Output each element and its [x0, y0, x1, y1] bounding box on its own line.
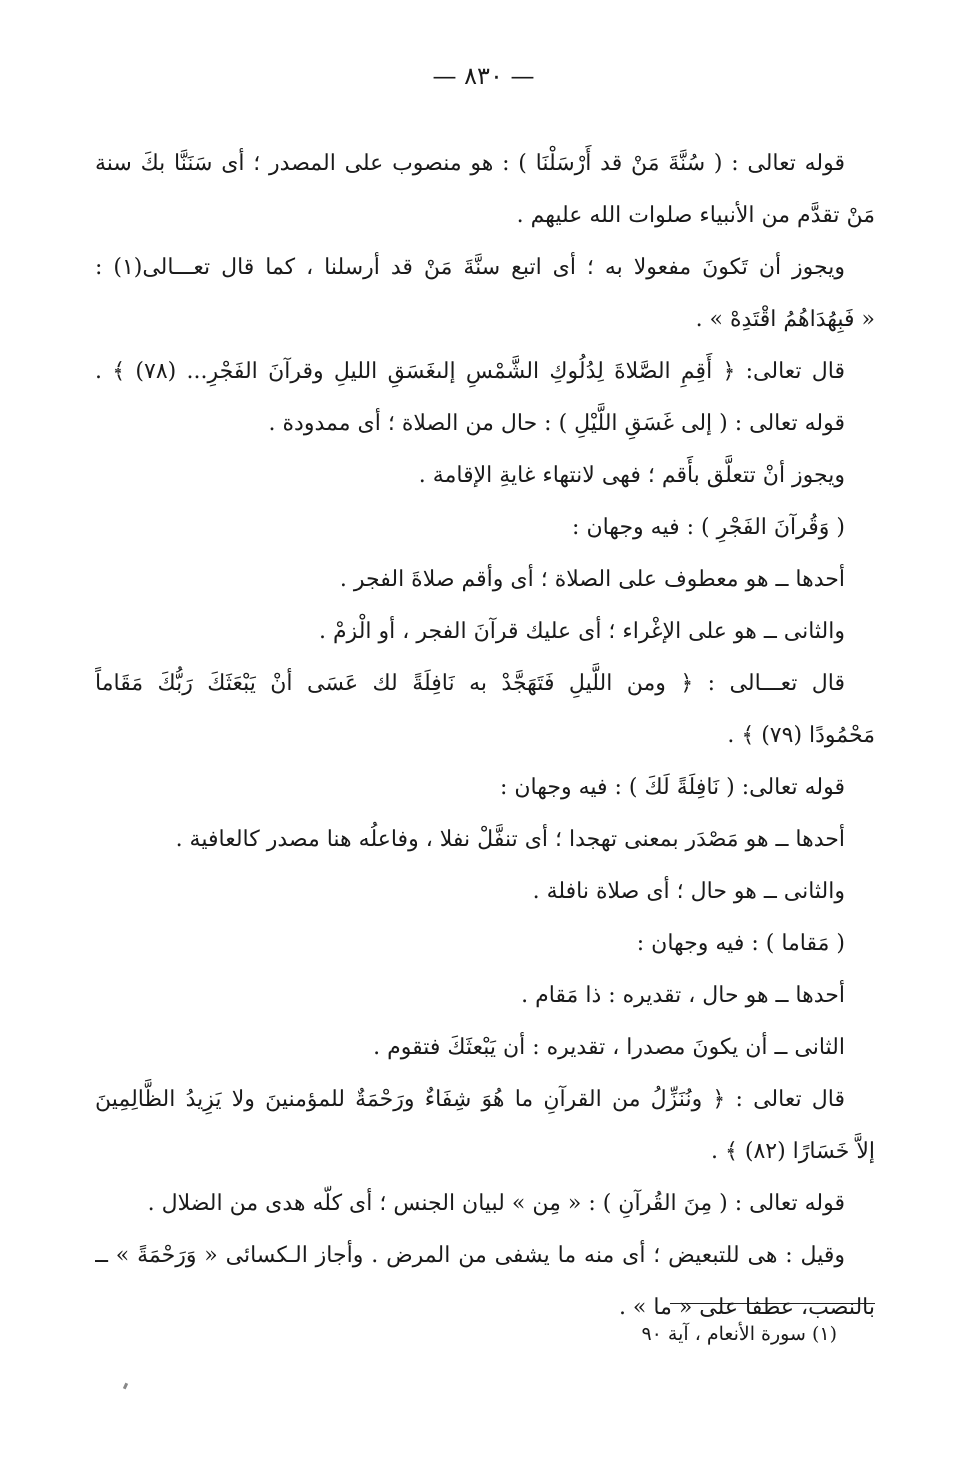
text-line: قال تعـــالى : ﴿ ومن اللَّيلِ فَتَهَجَّدْ به نَافِلَةً لك عَسَى أنْ يَبْعَثَكَ رَبُّكَ مَقَاماً — [95, 671, 845, 696]
text-line: قال تعالى: ﴿ أَقِمِ الصَّلاةَ لِدُلُوكِ الشَّمْسِ إلىغَسَقِ الليلِ وقرآنَ الفَجْرِ... (٧٨) ﴾ . — [95, 359, 846, 384]
text-line: قوله تعالى : ( سُنَّةَ مَنْ قد أَرْسَلْنَا ) : هو منصوب على المصدر ؛ أى سَنَنَّا بكَ سنة — [95, 151, 845, 176]
text-line: ويجوز أنْ تتعلَّق بأَقم ؛ فهى لانتهاء غايةِ الإقامة . — [418, 463, 845, 488]
text-line: مَحْمُودًا (٧٩) ﴾ . — [727, 723, 875, 748]
text-line: « فَبِهُدَاهُمُ اقْتَدِهْ » . — [695, 307, 875, 332]
text-line: إلاَّ خَسَارًا (٨٢) ﴾ . — [711, 1139, 875, 1164]
text-line: أحدها ــ هو مَصْدَر بمعنى تهجدا ؛ أى تنفَّلْ نفلا ، وفاعلُه هنا مصدر كالعافية . — [175, 827, 845, 852]
text-line: قوله تعالى : ( مِنَ القُرآنِ ) : « مِن » لبيان الجنس ؛ أى كلّه هدى من الضلال . — [147, 1191, 845, 1216]
text-line: قال تعالى : ﴿ ونُنَزِّلُ من القرآنِ ما هُوَ شِفَاءٌ ورَحْمَةٌ للمؤمنينَ ولا يَزِيدُ الظَّالِمِينَ — [95, 1087, 845, 1112]
print-speck — [123, 1383, 128, 1390]
text-line: ويجوز أن تَكونَ مفعولا به ؛ أى اتبع سنَّةَ مَنْ قد أرسلنا ، كما قال تعـــالى(١) : — [95, 255, 845, 280]
text-line: أحدها ــ هو معطوف على الصلاة ؛ أى وأقم صلاةَ الفجر . — [339, 567, 845, 592]
text-line: بالنصب، عطفا على « ما » . — [618, 1295, 875, 1320]
text-line: ( مَقاما ) : فيه وجهان : — [636, 931, 845, 956]
footnote: (١) سورة الأنعام ، آية ٩٠ — [641, 1323, 837, 1345]
footnote-divider — [670, 1303, 875, 1304]
page-number: — ٨٣٠ — — [432, 62, 535, 90]
text-line: والثانى ــ هو حال ؛ أى صلاة نافلة . — [532, 879, 845, 904]
text-line: وقيل : هى للتبعيض ؛ أى منه ما يشفى من المرض . وأجاز الـكسائى « وَرَحْمَةً » ــ — [95, 1243, 845, 1268]
text-line: قوله تعالى : ( إلى غَسَقِ اللَّيْلِ ) : حال من الصلاة ؛ أى ممدودة . — [268, 411, 845, 436]
text-line: ( وَقُرآنَ الفَجْرِ ) : فيه وجهان : — [572, 515, 845, 540]
text-line: أحدها ــ هو حال ، تقديره : ذا مَقام . — [521, 983, 845, 1008]
text-line: الثانى ــ أن يكونَ مصدرا ، تقديره : أن يَبْعثَكَ فتقوم . — [373, 1035, 845, 1060]
text-line: مَنْ تقدَّم من الأنبياء صلوات الله عليهم . — [516, 203, 875, 228]
text-line: والثانى ــ هو على الإغْراء ؛ أى عليك قرآنَ الفجر ، أو الْزمْ . — [318, 619, 845, 644]
text-line: قوله تعالى: ( نَافِلَةً لَكَ ) : فيه وجهان : — [499, 775, 845, 800]
main-text — [95, 138, 875, 1334]
